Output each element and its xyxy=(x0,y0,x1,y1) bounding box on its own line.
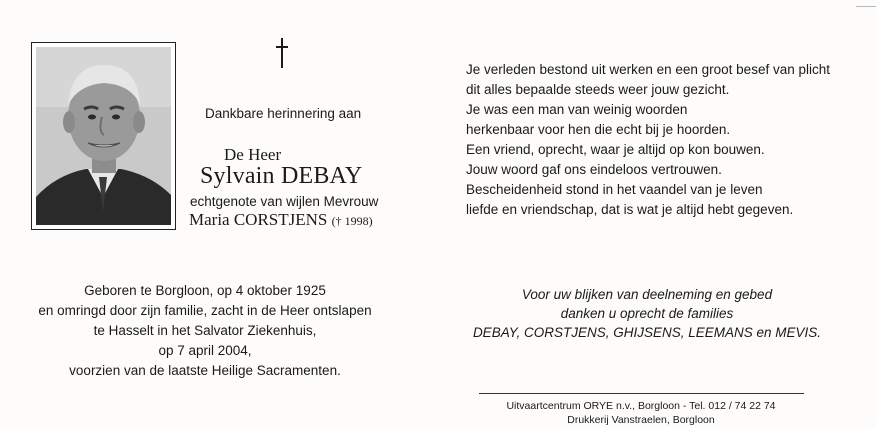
bio-line: op 7 april 2004, xyxy=(158,343,252,358)
bio-line: te Hasselt in het Salvator Ziekenhuis, xyxy=(93,323,317,338)
poem-line: Je was een man van weinig woorden xyxy=(466,102,688,117)
footer xyxy=(452,399,830,427)
spouse-line: echtgenote van wijlen Mevrouw xyxy=(190,194,379,209)
thanks-line: danken u oprecht de families xyxy=(560,306,734,321)
poem-line: herkenbaar voor hen die echt bij je hoorden. xyxy=(466,122,731,137)
corner-mark xyxy=(856,6,876,7)
footer-funeral-home: Uitvaartcentrum ORYE n.v., Borgloon - Tel. 012 / 74 22 74 xyxy=(506,400,776,412)
footer-divider xyxy=(479,393,804,394)
title-prefix: De Heer xyxy=(224,145,282,164)
bio-line: Geboren te Borgloon, op 4 oktober 1925 xyxy=(84,283,326,298)
poem-line: Bescheidenheid stond in het vaandel van je leven xyxy=(466,182,763,197)
poem-line: Een vriend, oprecht, waar je altijd op kon bouwen. xyxy=(466,142,765,157)
bio-line: voorzien van de laatste Heilige Sacramenten. xyxy=(69,363,341,378)
thanks-block xyxy=(452,285,842,342)
portrait-image xyxy=(36,47,171,225)
poem-line: dit alles bepaalde steeds weer jouw gezicht. xyxy=(466,82,730,97)
poem-line: liefde en vriendschap, dat is wat je altijd hebt gegeven. xyxy=(466,202,794,217)
poem-line: Jouw woord gaf ons eindeloos vertrouwen. xyxy=(466,162,722,177)
biography xyxy=(20,281,390,381)
deceased-first-name: Sylvain xyxy=(200,163,275,189)
thanks-families: DEBAY, CORSTJENS, GHIJSENS, LEEMANS en MEVIS. xyxy=(472,325,822,340)
footer-printer: Drukkerij Vanstraelen, Borgloon xyxy=(567,414,715,426)
intro-text: Dankbare herinnering aan xyxy=(205,106,362,121)
bio-line: en omringd door zijn familie, zacht in de Heer ontslapen xyxy=(38,303,372,318)
portrait-illustration xyxy=(36,47,171,225)
spouse xyxy=(189,210,373,230)
poem-line: Je verleden bestond uit werken en een groot besef van plicht xyxy=(466,62,830,77)
portrait-photo xyxy=(31,42,176,230)
cross-icon xyxy=(275,38,289,68)
spouse-name: Maria CORSTJENS xyxy=(189,210,328,229)
spouse-death-year: († 1998) xyxy=(331,214,373,228)
deceased-name xyxy=(200,163,362,190)
thanks-line: Voor uw blijken van deelneming en gebed xyxy=(521,287,773,302)
deceased-last-name: DEBAY xyxy=(280,163,363,189)
